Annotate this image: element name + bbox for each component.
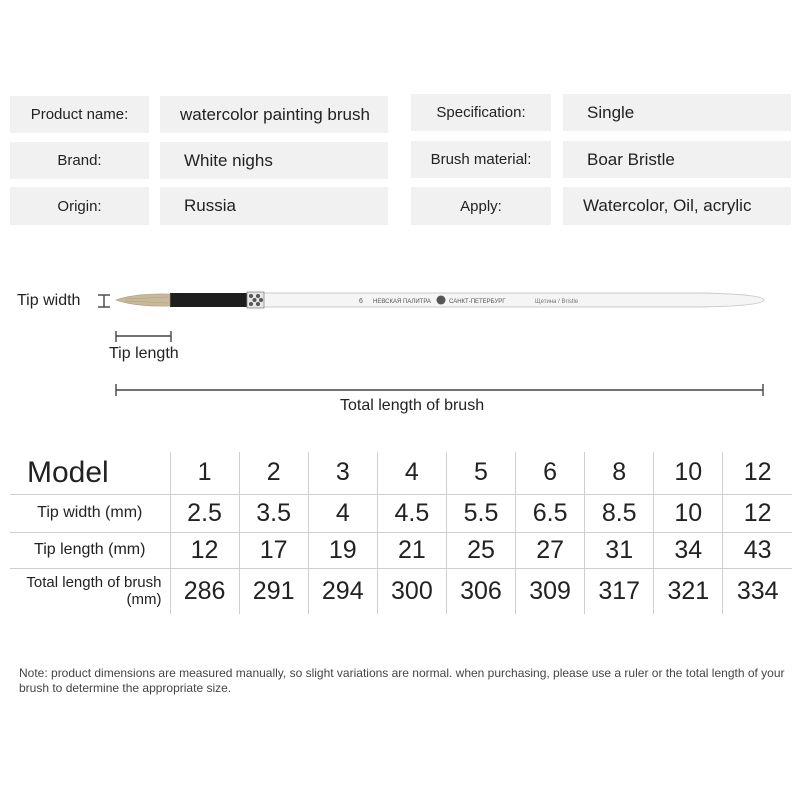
brush-ferrule: [170, 293, 248, 307]
brush-illustration: [0, 270, 800, 410]
brush-number-print: 6: [359, 298, 363, 305]
tip-length-cell: 25: [446, 532, 515, 568]
total-length-cell: 317: [585, 568, 654, 614]
tip-length-cell: 21: [377, 532, 446, 568]
tip-width-cell: 8.5: [585, 494, 654, 532]
origin-value: Russia: [160, 187, 388, 225]
brush-material-print: Щетина / Bristle: [535, 299, 579, 305]
model-cell: 2: [239, 452, 308, 494]
ferrule-crimp: [247, 292, 264, 308]
total-length-cell: 334: [723, 568, 792, 614]
total-length-cell: 286: [170, 568, 239, 614]
tip-width-row: [10, 494, 792, 532]
total-length-cell: 300: [377, 568, 446, 614]
model-cell: 5: [446, 452, 515, 494]
tip-width-marker: [98, 295, 110, 307]
total-length-cell: 306: [446, 568, 515, 614]
total-length-header-line2: (mm): [126, 591, 162, 609]
brush-bristles: [116, 294, 170, 306]
brush-city-print: САНКТ-ПЕТЕРБУРГ: [449, 299, 506, 305]
specification-value: Single: [563, 94, 791, 131]
total-length-marker: [116, 384, 763, 396]
apply-label: Apply:: [411, 187, 551, 225]
brand-label: Brand:: [10, 142, 149, 179]
tip-width-cell: 4: [308, 494, 377, 532]
model-cell: 3: [308, 452, 377, 494]
tip-length-cell: 34: [654, 532, 723, 568]
brush-handle: [262, 293, 764, 307]
tip-length-cell: 19: [308, 532, 377, 568]
model-size-table: [10, 452, 792, 614]
tip-length-cell: 27: [516, 532, 585, 568]
total-length-cell: 309: [516, 568, 585, 614]
brush-logo-mark: [437, 296, 446, 305]
tip-length-label: Tip length: [109, 345, 179, 362]
tip-width-cell: 2.5: [170, 494, 239, 532]
measurement-note: Note: product dimensions are measured manually, so slight variations are normal. when purchasing, please use a ruler or the total length of your brush to determine the appropriate size.: [19, 666, 785, 695]
model-cell: 8: [585, 452, 654, 494]
product-name-label: Product name:: [10, 96, 149, 133]
origin-label: Origin:: [10, 187, 149, 225]
model-cell: 1: [170, 452, 239, 494]
total-length-cell: 294: [308, 568, 377, 614]
tip-width-cell: 4.5: [377, 494, 446, 532]
tip-length-cell: 17: [239, 532, 308, 568]
tip-length-marker: [116, 331, 171, 342]
tip-width-cell: 12: [723, 494, 792, 532]
model-cell: 4: [377, 452, 446, 494]
model-cell: 12: [723, 452, 792, 494]
model-header: Model: [10, 452, 170, 494]
total-length-cell: 291: [239, 568, 308, 614]
tip-width-cell: 5.5: [446, 494, 515, 532]
tip-length-header: Tip length (mm): [10, 532, 170, 568]
total-length-header: [10, 568, 170, 614]
tip-width-cell: 10: [654, 494, 723, 532]
model-row: [10, 452, 792, 494]
total-length-label: Total length of brush: [340, 397, 485, 414]
tip-length-cell: 43: [723, 532, 792, 568]
model-cell: 10: [654, 452, 723, 494]
tip-width-cell: 6.5: [516, 494, 585, 532]
tip-width-header: Tip width (mm): [10, 494, 170, 532]
brand-value: White nighs: [160, 142, 388, 179]
tip-length-cell: 31: [585, 532, 654, 568]
product-name-value: watercolor painting brush: [160, 96, 388, 133]
total-length-cell: 321: [654, 568, 723, 614]
apply-value: Watercolor, Oil, acrylic: [563, 187, 791, 225]
brush-material-label: Brush material:: [411, 141, 551, 178]
specification-label: Specification:: [411, 94, 551, 131]
tip-width-label: Tip width: [17, 292, 81, 309]
brush-brand-print: НЕВСКАЯ ПАЛИТРА: [373, 299, 431, 305]
total-length-header-line1: Total length of brush: [26, 574, 162, 592]
brush-material-value: Boar Bristle: [563, 141, 791, 178]
model-cell: 6: [516, 452, 585, 494]
tip-length-cell: 12: [170, 532, 239, 568]
tip-length-row: [10, 532, 792, 568]
tip-width-cell: 3.5: [239, 494, 308, 532]
total-length-row: [10, 568, 792, 614]
